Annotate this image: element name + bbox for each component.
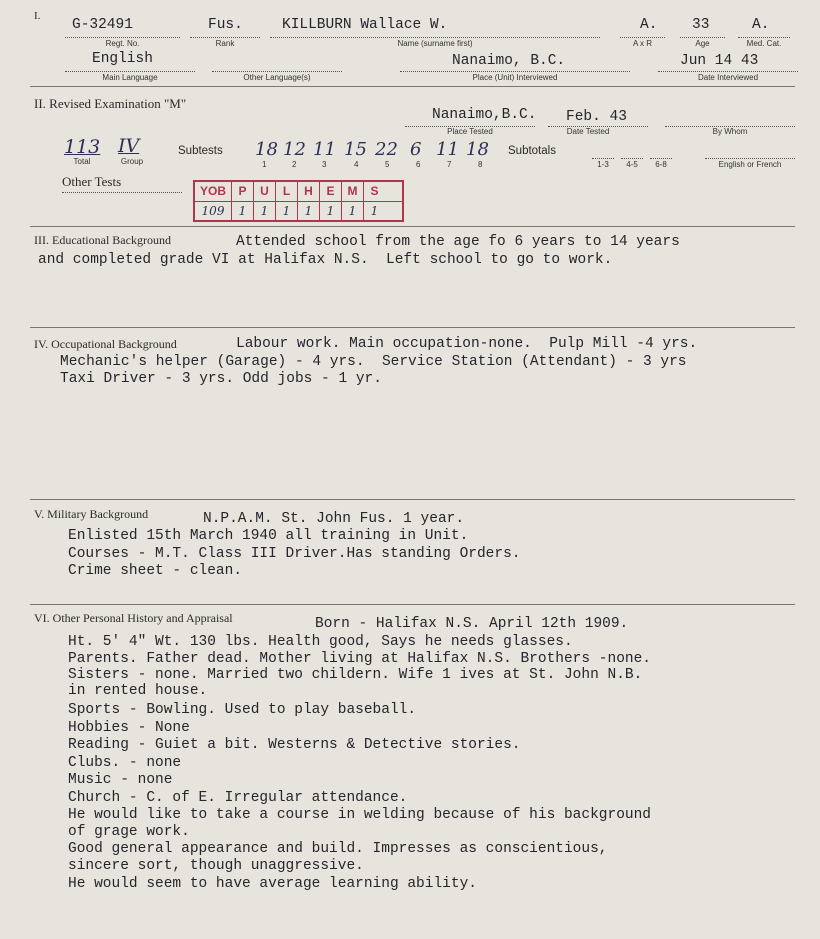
pulhems-header-row bbox=[195, 182, 402, 202]
subtest-score: 12 bbox=[283, 139, 306, 160]
main-language-value: English bbox=[92, 51, 153, 67]
section-4-heading: IV. Occupational Background bbox=[34, 337, 177, 351]
stamp-p-label: P bbox=[232, 182, 254, 201]
personal-line-14: Good general appearance and build. Impresses as conscientious, bbox=[68, 841, 608, 857]
subtotal-label-6-8: 6-8 bbox=[655, 160, 667, 169]
name-label: Name (surname first) bbox=[397, 39, 473, 48]
personal-line-13: of grage work. bbox=[68, 824, 190, 840]
personal-line-4: Sisters - none. Married two childern. Wife 1 ives at St. John N.B. bbox=[68, 667, 643, 683]
stamp-s-label: S bbox=[370, 184, 379, 198]
personal-line-7: Hobbies - None bbox=[68, 720, 190, 736]
regt-no-label: Regt. No. bbox=[105, 39, 140, 48]
personal-line-12: He would like to take a course in welding because of his background bbox=[68, 807, 651, 823]
date-interviewed-value: Jun 14 43 bbox=[680, 53, 759, 69]
stamp-h-value: 1 bbox=[298, 202, 320, 220]
other-language-label: Other Language(s) bbox=[243, 73, 311, 82]
personal-line-16: He would seem to have average learning ability. bbox=[68, 876, 477, 892]
stamp-m-label: M bbox=[342, 182, 364, 201]
subtest-index: 4 bbox=[354, 160, 359, 169]
stamp-h-label: H bbox=[298, 182, 320, 201]
stamp-m-value: 1 bbox=[342, 202, 364, 220]
personal-line-1: Born - Halifax N.S. April 12th 1909. bbox=[315, 616, 629, 632]
regt-no-value: G-32491 bbox=[72, 17, 133, 33]
axr-value: A. bbox=[640, 17, 658, 33]
rank-label: Rank bbox=[215, 39, 235, 48]
occupation-line-2: Mechanic's helper (Garage) - 4 yrs. Service Station (Attendant) - 3 yrs bbox=[60, 354, 687, 370]
subtest-index: 3 bbox=[322, 160, 327, 169]
english-french-label: English or French bbox=[718, 160, 782, 169]
subtest-index: 5 bbox=[385, 160, 390, 169]
stamp-l-label: L bbox=[276, 182, 298, 201]
pulhems-stamp bbox=[193, 180, 404, 222]
section-3-heading: III. Educational Background bbox=[34, 233, 171, 247]
personal-line-9: Clubs. - none bbox=[68, 755, 182, 771]
subtests-label: Subtests bbox=[178, 145, 223, 157]
stamp-p-value: 1 bbox=[232, 202, 254, 220]
axr-label: A x R bbox=[632, 39, 653, 48]
stamp-yob-label: YOB bbox=[195, 182, 232, 201]
divider bbox=[30, 226, 795, 227]
personal-line-5: in rented house. bbox=[68, 683, 208, 699]
section-1-numeral: I. bbox=[34, 10, 41, 22]
subtest-index: 1 bbox=[262, 160, 267, 169]
subtest-score: 11 bbox=[313, 139, 336, 160]
subtest-index: 8 bbox=[478, 160, 483, 169]
subtest-index: 2 bbox=[292, 160, 297, 169]
med-cat-label: Med. Cat. bbox=[746, 39, 782, 48]
by-whom-label: By Whom bbox=[712, 127, 748, 136]
divider bbox=[30, 86, 795, 87]
section-6-heading: VI. Other Personal History and Appraisal bbox=[34, 611, 233, 625]
military-line-2: Enlisted 15th March 1940 all training in Unit. bbox=[68, 528, 469, 544]
stamp-s-value: 1 bbox=[370, 204, 379, 218]
personal-line-15: sincere sort, though unaggressive. bbox=[68, 858, 364, 874]
military-line-1: N.P.A.M. St. John Fus. 1 year. bbox=[203, 511, 465, 527]
place-interviewed-value: Nanaimo, B.C. bbox=[452, 53, 566, 69]
personal-line-6: Sports - Bowling. Used to play baseball. bbox=[68, 702, 417, 718]
subtotal-label-4-5: 4-5 bbox=[626, 160, 638, 169]
group-score: IV bbox=[118, 135, 140, 157]
subtotals-label: Subtotals bbox=[508, 145, 556, 157]
subtest-index: 7 bbox=[447, 160, 452, 169]
occupation-line-3: Taxi Driver - 3 yrs. Odd jobs - 1 yr. bbox=[60, 371, 382, 387]
stamp-u-value: 1 bbox=[254, 202, 276, 220]
place-interviewed-label: Place (Unit) Interviewed bbox=[472, 73, 558, 82]
place-tested-value: Nanaimo,B.C. bbox=[432, 107, 537, 123]
total-score: 113 bbox=[64, 136, 101, 158]
pulhems-value-row bbox=[195, 202, 402, 220]
other-tests-label: Other Tests bbox=[62, 174, 122, 189]
subtest-index: 6 bbox=[416, 160, 421, 169]
subtest-score: 6 bbox=[410, 139, 422, 160]
place-tested-label: Place Tested bbox=[447, 127, 493, 136]
rank-value: Fus. bbox=[208, 17, 243, 33]
main-language-label: Main Language bbox=[102, 73, 158, 82]
divider bbox=[30, 604, 795, 605]
stamp-e-value: 1 bbox=[320, 202, 342, 220]
date-interviewed-label: Date Interviewed bbox=[697, 73, 759, 82]
date-tested-label: Date Tested bbox=[566, 127, 610, 136]
med-cat-value: A. bbox=[752, 17, 770, 33]
subtotal-label-1-3: 1-3 bbox=[597, 160, 609, 169]
stamp-e-label: E bbox=[320, 182, 342, 201]
occupation-line-1: Labour work. Main occupation-none. Pulp Mill -4 yrs. bbox=[236, 336, 698, 352]
military-line-3: Courses - M.T. Class III Driver.Has standing Orders. bbox=[68, 546, 521, 562]
section-5-heading: V. Military Background bbox=[34, 507, 149, 521]
education-line-1: Attended school from the age fo 6 years to 14 years bbox=[236, 234, 680, 250]
subtest-score: 11 bbox=[436, 139, 459, 160]
subtest-score: 22 bbox=[375, 139, 398, 160]
military-line-4: Crime sheet - clean. bbox=[68, 563, 243, 579]
stamp-l-value: 1 bbox=[276, 202, 298, 220]
name-value: KILLBURN Wallace W. bbox=[282, 17, 448, 33]
age-label: Age bbox=[695, 39, 710, 48]
stamp-yob-value: 109 bbox=[195, 202, 232, 220]
subtest-score: 18 bbox=[255, 139, 278, 160]
stamp-u-label: U bbox=[254, 182, 276, 201]
personal-line-11: Church - C. of E. Irregular attendance. bbox=[68, 790, 408, 806]
group-label: Group bbox=[120, 157, 144, 166]
personal-line-3: Parents. Father dead. Mother living at Halifax N.S. Brothers -none. bbox=[68, 651, 651, 667]
subtest-score: 15 bbox=[344, 139, 367, 160]
personal-line-8: Reading - Guiet a bit. Westerns & Detective stories. bbox=[68, 737, 521, 753]
personal-line-2: Ht. 5' 4" Wt. 130 lbs. Health good, Says he needs glasses. bbox=[68, 634, 573, 650]
total-label: Total bbox=[73, 157, 91, 166]
divider bbox=[30, 327, 795, 328]
subtest-score: 18 bbox=[466, 139, 489, 160]
age-value: 33 bbox=[692, 17, 710, 33]
section-2-heading: II. Revised Examination "M" bbox=[34, 96, 187, 111]
date-tested-value: Feb. 43 bbox=[566, 109, 627, 125]
divider bbox=[30, 499, 795, 500]
personal-line-10: Music - none bbox=[68, 772, 173, 788]
education-line-2: and completed grade VI at Halifax N.S. Left school to go to work. bbox=[38, 252, 613, 268]
